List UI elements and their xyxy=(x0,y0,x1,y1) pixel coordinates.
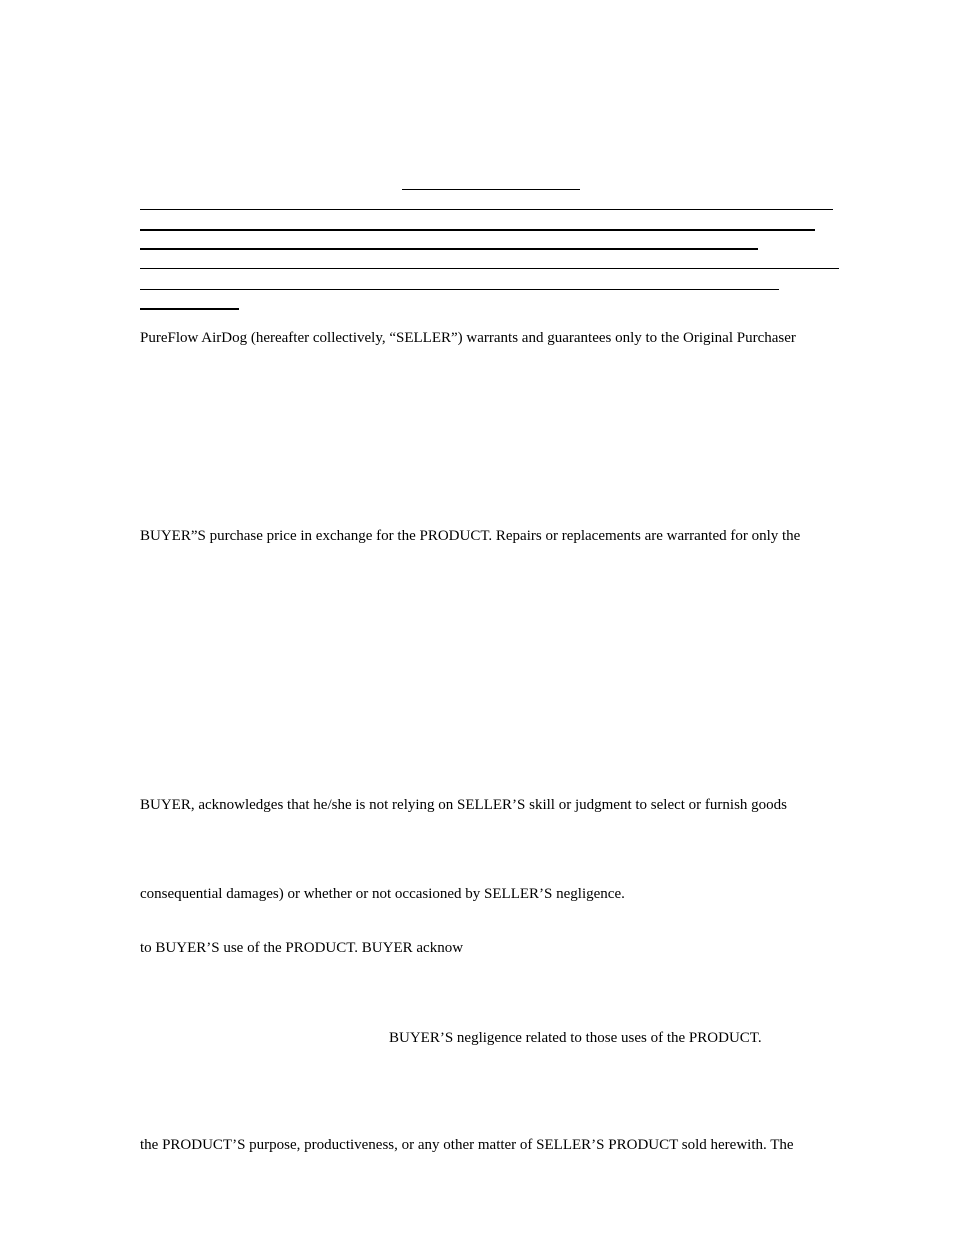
warranty-text-line-7: the PRODUCT’S purpose, productiveness, or any other matter of SELLER’S PRODUCT sold herewith. The xyxy=(140,1137,794,1153)
heading-underline-3 xyxy=(140,248,758,250)
heading-underline-5 xyxy=(140,289,779,290)
warranty-text-line-4: consequential damages) or whether or not occasioned by SELLER’S negligence. xyxy=(140,886,625,902)
warranty-text-line-5: to BUYER’S use of the PRODUCT. BUYER acknow xyxy=(140,940,464,956)
warranty-text-line-1: PureFlow AirDog (hereafter collectively, “SELLER”) warrants and guarantees only to the Original Purchaser xyxy=(140,330,796,346)
warranty-text-line-3: BUYER, acknowledges that he/she is not relying on SELLER’S skill or judgment to select or furnish goods xyxy=(140,797,787,813)
warranty-text-line-2: BUYER”S purchase price in exchange for the PRODUCT. Repairs or replacements are warranted for only the xyxy=(140,528,801,544)
heading-underline-1 xyxy=(140,209,833,210)
heading-underline-6 xyxy=(140,308,239,310)
heading-underline-2 xyxy=(140,229,815,231)
heading-underline-4 xyxy=(140,268,839,269)
warranty-text-line-6: BUYER’S negligence related to those uses of the PRODUCT. xyxy=(389,1030,762,1046)
title-underline xyxy=(402,189,580,190)
